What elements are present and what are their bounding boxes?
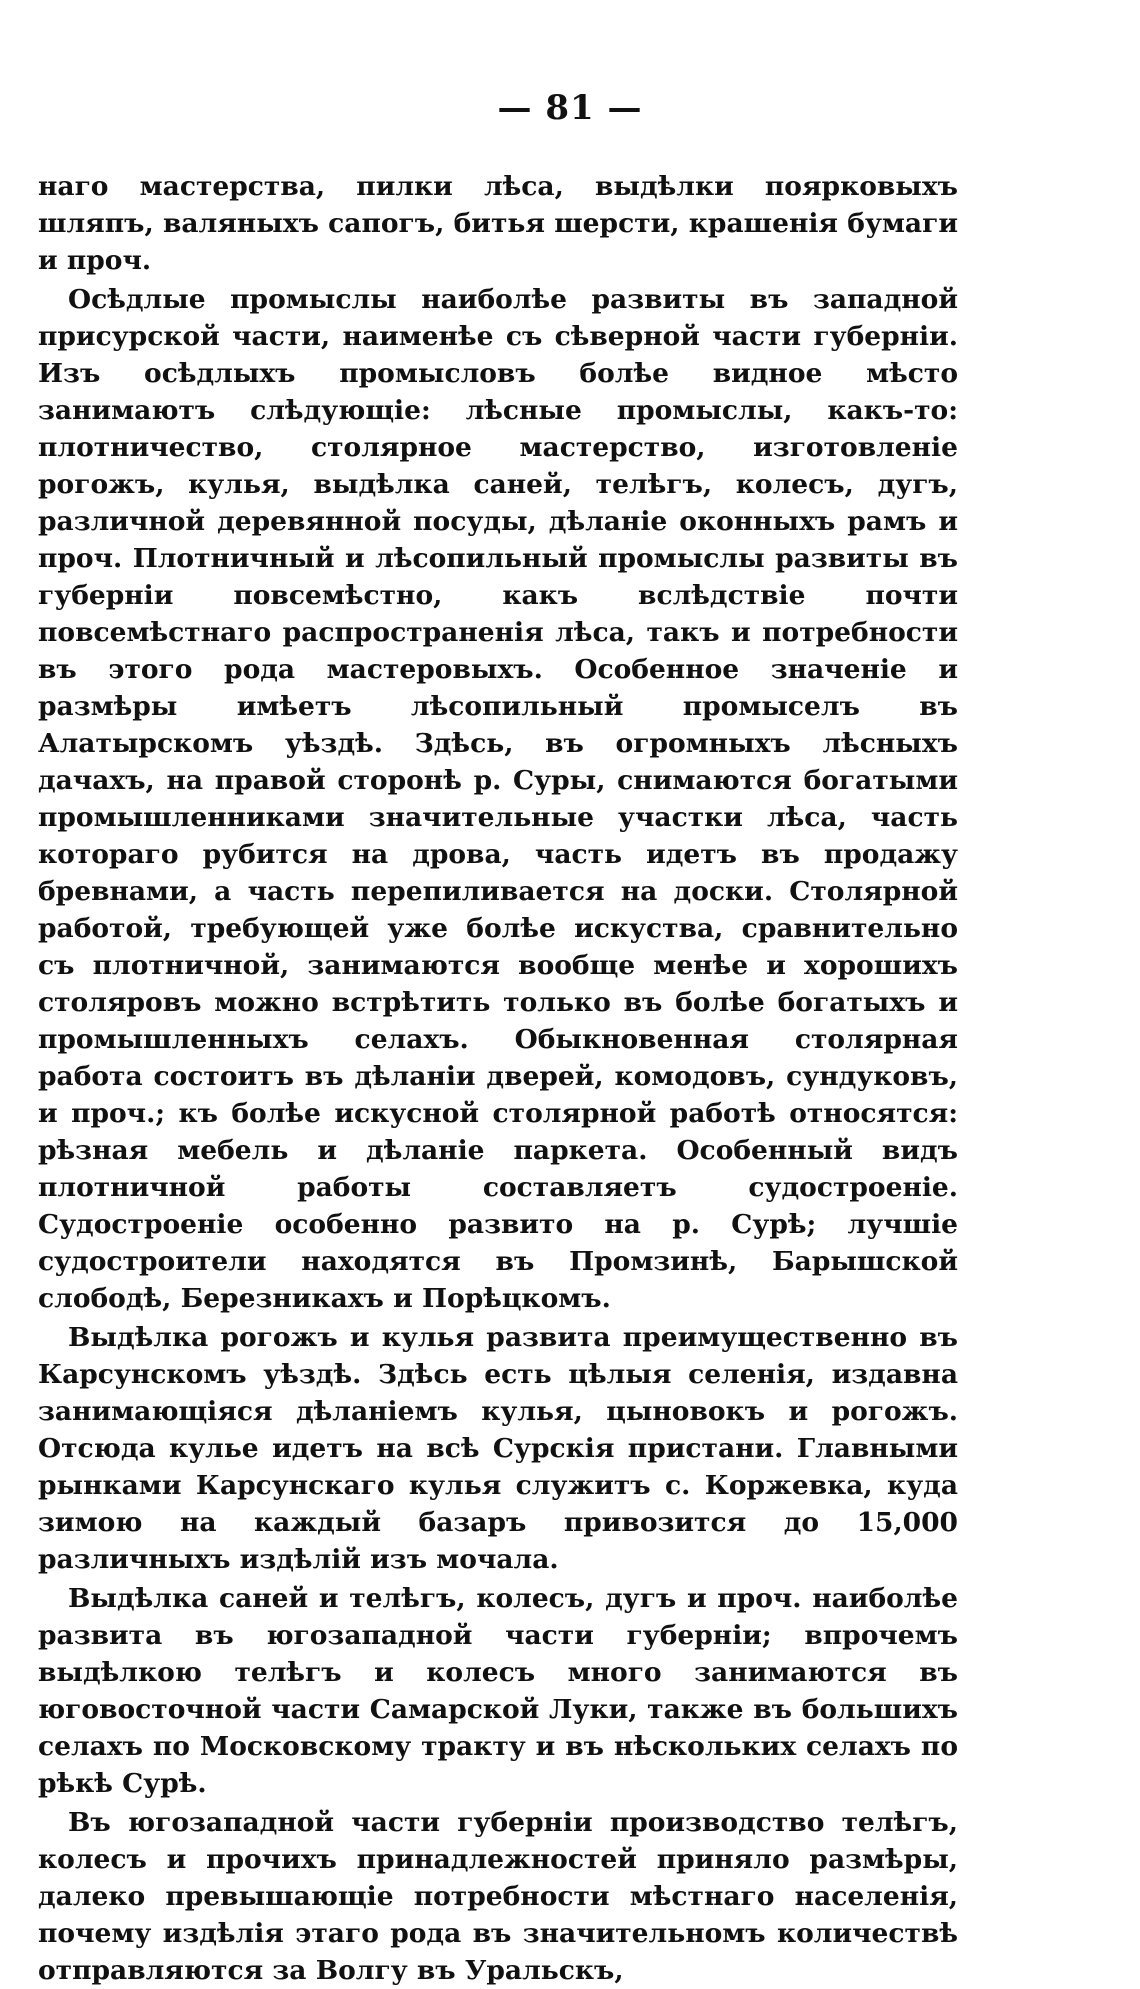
paragraph-continuation: наго мастерства, пилки лѣса, выдѣлки поярковыхъ шляпъ, валяныхъ сапогъ, битья шерсти, крашенія бумаги и проч. (38, 171, 958, 276)
paragraph-southwest-production: Въ югозападной части губерніи производство телѣгъ, колесъ и прочихъ принадлежностей приняло размѣры, далеко превышающіе потребности мѣстнаго населенія, почему издѣлія этаго рода въ значительномъ количествѣ отправляются за Волгу въ Уральскъ, (38, 1807, 958, 1986)
page-number: — 81 — (497, 88, 643, 128)
paragraph-settled-crafts: Осѣдлые промыслы наиболѣе развиты въ западной присурской части, наименѣе съ сѣверной части губерніи. Изъ осѣдлыхъ промысловъ болѣе видное мѣсто занимаютъ слѣдующіе: лѣсные промыслы, какъ-то: плотничество, столярное мастерство, изготовленіе рогожъ, кулья, выдѣлка саней, телѣгъ, колесъ, дугъ, различной деревянной посуды, дѣланіе оконныхъ рамъ и проч. Плотничный и лѣсопильный промыслы развиты въ губерніи повсемѣстно, какъ вслѣдствіе почти повсемѣстнаго распространенія лѣса, такъ и потребности въ этого рода мастеровыхъ. Особенное значеніе и размѣры имѣетъ лѣсопильный промыселъ въ Алатырскомъ уѣздѣ. Здѣсь, въ огромныхъ лѣсныхъ дачахъ, на правой сторонѣ р. Суры, снимаются богатыми промышленниками значительные участки лѣса, часть котораго рубится на дрова, часть идетъ въ продажу бревнами, а часть перепиливается на доски. Столярной работой, требующей уже болѣе искуства, сравнительно съ плотничной, занимаются вообще менѣе и хорошихъ столяровъ можно встрѣтить только въ болѣе богатыхъ и промышленныхъ селахъ. Обыкновенная столярная работа состоитъ въ дѣланіи дверей, комодовъ, сундуковъ, и проч.; къ болѣе искусной столярной работѣ относятся: рѣзная мебель и дѣланіе паркета. Особенный видъ плотничной работы составляетъ судостроеніе. Судостроеніе особенно развито на р. Сурѣ; лучшіе судостроители находятся въ Промзинѣ, Барышской слободѣ, Березникахъ и Порѣцкомъ. (38, 284, 958, 1314)
page-body-text (38, 168, 958, 1989)
paragraph-sledges-and-carts: Выдѣлка саней и телѣгъ, колесъ, дугъ и проч. наиболѣе развита въ югозападной части губерніи; впрочемъ выдѣлкою телѣгъ и колесъ много занимаются въ юговосточной части Самарской Луки, также въ большихъ селахъ по Московскому тракту и въ нѣскольких селахъ по рѣкѣ Сурѣ. (38, 1583, 958, 1799)
paragraph-matting-and-sacks: Выдѣлка рогожъ и кулья развита преимущественно въ Карсунскомъ уѣздѣ. Здѣсь есть цѣлыя селенія, издавна занимающіяся дѣланіемъ кулья, цыновокъ и рогожъ. Отсюда кулье идетъ на всѣ Сурскія пристани. Главными рынками Карсунскаго кулья служитъ с. Коржевка, куда зимою на каждый базаръ привозится до 15,000 различныхъ издѣлій изъ мочала. (38, 1322, 958, 1575)
